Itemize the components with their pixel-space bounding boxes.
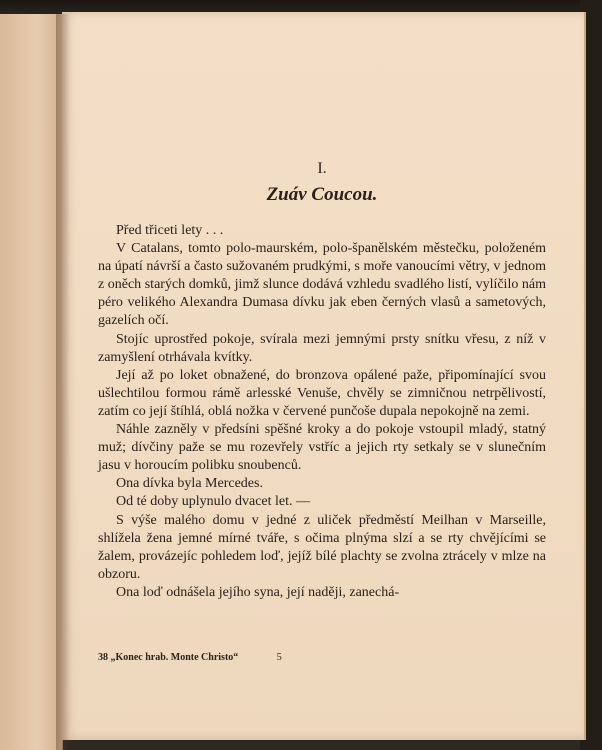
paragraph: Před třiceti lety . . . (116, 223, 224, 238)
book-page (62, 12, 586, 740)
paragraph: Náhle zazněly v předsíni spěšné kroky a do pokoje vstoupil mladý, statný muž; dívčiny paže se mu rozevřely vstříc a jejich rty setkaly se v slunečním jasu v horoucím polibku snoubenců. (98, 422, 546, 474)
gutter-shadow (56, 14, 70, 750)
page-number: 5 (276, 652, 282, 663)
paragraph: S výše malého domu v jedné z uliček předměstí Meilhan v Marseille, shlížela žena jemné mírné tváře, s očima plnýma slzí a se rty chvějícími se žalem, provázejíc pohledem loď, jejíž bílé plachty se zvolna ztrácely v mlze na obzoru. (98, 512, 546, 582)
chapter-number: I. (317, 160, 327, 177)
paragraph: Ona dívka byla Mercedes. (116, 476, 263, 492)
paragraph: Ona loď odnášela jejího syna, její naději, zanechá- (116, 584, 400, 600)
chapter-body (98, 222, 546, 602)
paragraph: Stojíc uprostřed pokoje, svírala mezi jemnými prsty snítku vřesu, z níž v zamyšlení otrhávala kvítky. (98, 331, 546, 365)
paragraph: V Catalans, tomto polo-maurském, polo-španělském městečku, položeném na úpatí návrší a často sužovaném prudkými, s moře vanoucími větry, v jednom z oněch starých domků, jimž slunce dodává vzhledu svadlého listí, vylíčilo nám péro velikého Alexandra Dumasa dívku jak eben černých vlasů a sametových, gazelích očí. (98, 241, 546, 329)
page-text-block (98, 12, 546, 740)
chapter-title: Zuáv Coucou. (266, 184, 378, 205)
paragraph: Od té doby uplynulo dvacet let. — (116, 494, 311, 510)
printer-signature: 38 „Konec hrab. Monte Christo“ (98, 652, 239, 663)
page-footer (98, 652, 282, 663)
left-page-edge (0, 14, 63, 750)
paragraph: Její až po loket obnažené, do bronzova opálené paže, připomínající svou ušlechtilou formou rámě arlesské Venuše, chvěly se zimničnou netrpělivostí, zatím co její štíhlá, oblá nožka v červené punčoše dupala nepokojně na zemi. (98, 367, 546, 419)
